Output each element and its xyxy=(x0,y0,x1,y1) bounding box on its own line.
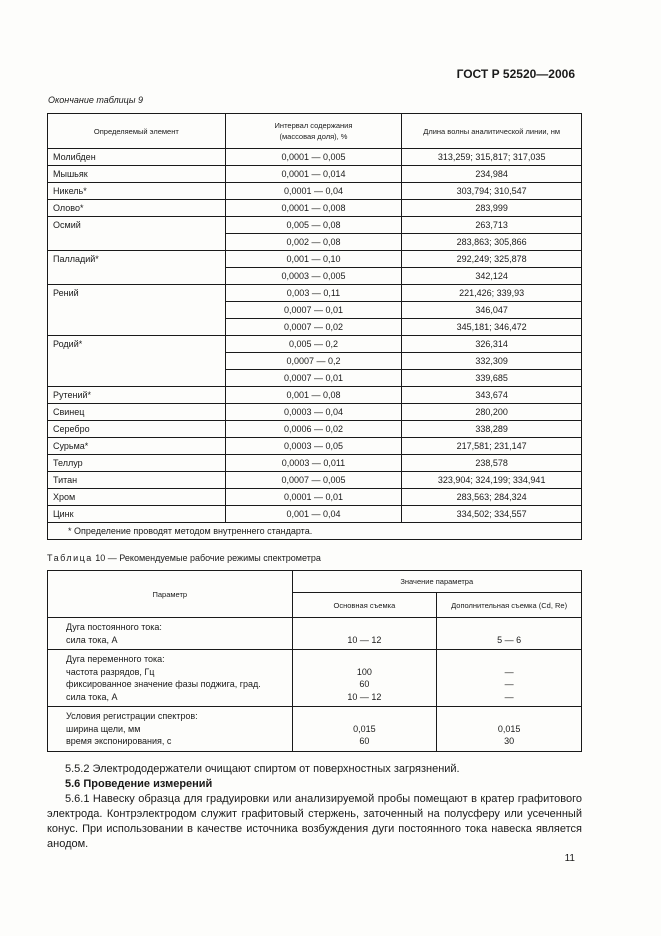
interval-cell: 0,005 — 0,2 xyxy=(225,336,402,353)
wavelength-cell: 217,581; 231,147 xyxy=(402,438,582,455)
wavelength-cell: 303,794; 310,547 xyxy=(402,183,582,200)
param-line: время экспонирования, с xyxy=(66,736,172,746)
wavelength-cell: 339,685 xyxy=(402,370,582,387)
main-value: 100 xyxy=(356,666,372,677)
extra-value: 5 — 6 xyxy=(497,634,522,645)
interval-cell: 0,0001 — 0,005 xyxy=(225,149,402,166)
interval-cell: 0,0007 — 0,2 xyxy=(225,353,402,370)
element-cell: Олово* xyxy=(48,200,226,217)
element-cell: Титан xyxy=(48,472,226,489)
interval-cell: 0,005 — 0,08 xyxy=(225,217,402,234)
extra-value-cell xyxy=(437,707,582,752)
header-element: Определяемый элемент xyxy=(48,114,226,149)
document-code: ГОСТ Р 52520—2006 xyxy=(456,67,575,81)
extra-value-cell xyxy=(437,618,582,650)
main-value-cell xyxy=(292,707,437,752)
extra-value: — xyxy=(504,679,514,689)
interval-cell: 0,0007 — 0,01 xyxy=(225,370,402,387)
table-row xyxy=(48,455,582,472)
extra-value: — xyxy=(504,691,514,702)
element-cell: Свинец xyxy=(48,404,226,421)
table9 xyxy=(47,113,582,540)
table9-body xyxy=(48,149,582,540)
interval-cell: 0,001 — 0,04 xyxy=(225,506,402,523)
table-row xyxy=(48,285,582,302)
header-main: Основная съемка xyxy=(292,593,437,618)
footnote: * Определение проводят методом внутреннего стандарта. xyxy=(48,523,582,540)
interval-cell: 0,0001 — 0,04 xyxy=(225,183,402,200)
param-cell xyxy=(48,618,293,650)
param-line: частота разрядов, Гц xyxy=(66,666,155,677)
interval-cell: 0,0003 — 0,05 xyxy=(225,438,402,455)
wavelength-cell: 292,249; 325,878 xyxy=(402,251,582,268)
element-cell: Мышьяк xyxy=(48,166,226,183)
wavelength-cell: 263,713 xyxy=(402,217,582,234)
interval-cell: 0,0007 — 0,01 xyxy=(225,302,402,319)
extra-value xyxy=(437,653,581,666)
table-row xyxy=(48,707,582,752)
interval-cell: 0,0007 — 0,02 xyxy=(225,319,402,336)
header-interval-line2: (массовая доля), % xyxy=(279,132,348,141)
table-row xyxy=(48,472,582,489)
body-text xyxy=(47,762,582,852)
interval-cell: 0,0007 — 0,005 xyxy=(225,472,402,489)
element-cell: Цинк xyxy=(48,506,226,523)
wavelength-cell: 342,124 xyxy=(402,268,582,285)
wavelength-cell: 238,578 xyxy=(402,455,582,472)
extra-value: 30 xyxy=(504,736,515,746)
wavelength-cell: 332,309 xyxy=(402,353,582,370)
header-interval-line1: Интервал содержания xyxy=(274,121,353,130)
main-value: 60 xyxy=(359,736,370,746)
element-cell: Осмий xyxy=(48,217,226,251)
wavelength-cell: 283,863; 305,866 xyxy=(402,234,582,251)
extra-value: 0,015 xyxy=(497,723,521,734)
table-row xyxy=(48,506,582,523)
element-cell: Рений xyxy=(48,285,226,336)
header-interval xyxy=(225,114,402,149)
wavelength-cell: 221,426; 339,93 xyxy=(402,285,582,302)
element-cell: Никель* xyxy=(48,183,226,200)
footnote-row xyxy=(48,523,582,540)
param-line: ширина щели, мм xyxy=(66,723,141,734)
wavelength-cell: 283,563; 284,324 xyxy=(402,489,582,506)
page-number: 11 xyxy=(564,853,575,864)
wavelength-cell: 234,984 xyxy=(402,166,582,183)
wavelength-cell: 343,674 xyxy=(402,387,582,404)
section-heading-5-6: 5.6 Проведение измерений xyxy=(65,778,213,790)
extra-value-cell xyxy=(437,650,582,707)
interval-cell: 0,001 — 0,10 xyxy=(225,251,402,268)
table-row xyxy=(48,387,582,404)
header-wavelength: Длина волны аналитической линии, нм xyxy=(402,114,582,149)
interval-cell: 0,0001 — 0,01 xyxy=(225,489,402,506)
element-cell: Хром xyxy=(48,489,226,506)
main-value xyxy=(293,621,437,634)
interval-cell: 0,0003 — 0,005 xyxy=(225,268,402,285)
param-line: сила тока, А xyxy=(66,634,118,645)
interval-cell: 0,0001 — 0,008 xyxy=(225,200,402,217)
interval-cell: 0,002 — 0,08 xyxy=(225,234,402,251)
table-row xyxy=(48,200,582,217)
element-cell: Серебро xyxy=(48,421,226,438)
main-value-cell xyxy=(292,618,437,650)
wavelength-cell: 346,047 xyxy=(402,302,582,319)
wavelength-cell: 280,200 xyxy=(402,404,582,421)
extra-value xyxy=(437,621,581,634)
param-cell xyxy=(48,707,293,752)
element-cell: Рутений* xyxy=(48,387,226,404)
wavelength-cell: 283,999 xyxy=(402,200,582,217)
wavelength-cell: 338,289 xyxy=(402,421,582,438)
table-row xyxy=(48,149,582,166)
table10-caption-rest: 10 — Рекомендуемые рабочие режимы спектрометра xyxy=(92,553,321,563)
table-row xyxy=(48,650,582,707)
wavelength-cell: 326,314 xyxy=(402,336,582,353)
param-line: фиксированное значение фазы поджига, град. xyxy=(66,679,261,689)
table10-caption-word: Таблица xyxy=(47,553,93,563)
main-value: 0,015 xyxy=(353,723,376,734)
header-value: Значение параметра xyxy=(292,571,581,593)
table-row xyxy=(48,183,582,200)
table10-caption xyxy=(47,553,321,563)
interval-cell: 0,0001 — 0,014 xyxy=(225,166,402,183)
wavelength-cell: 313,259; 315,817; 317,035 xyxy=(402,149,582,166)
table-row xyxy=(48,421,582,438)
interval-cell: 0,0006 — 0,02 xyxy=(225,421,402,438)
header-param: Параметр xyxy=(48,571,293,618)
param-line: Дуга постоянного тока: xyxy=(66,622,162,632)
main-value xyxy=(293,653,437,666)
interval-cell: 0,001 — 0,08 xyxy=(225,387,402,404)
main-value: 60 xyxy=(359,679,370,689)
param-line: Условия регистрации спектров: xyxy=(66,711,198,721)
wavelength-cell: 345,181; 346,472 xyxy=(402,319,582,336)
table10-body xyxy=(48,618,582,752)
header-extra: Дополнительная съемка (Cd, Re) xyxy=(437,593,582,618)
extra-value: — xyxy=(504,666,514,677)
table-row xyxy=(48,251,582,268)
table-row xyxy=(48,489,582,506)
table-row xyxy=(48,336,582,353)
interval-cell: 0,0003 — 0,04 xyxy=(225,404,402,421)
table10 xyxy=(47,570,582,752)
element-cell: Родий* xyxy=(48,336,226,387)
wavelength-cell: 334,502; 334,557 xyxy=(402,506,582,523)
main-value: 10 — 12 xyxy=(347,691,382,702)
table-row xyxy=(48,217,582,234)
table-row xyxy=(48,438,582,455)
param-line: сила тока, А xyxy=(66,691,118,702)
element-cell: Сурьма* xyxy=(48,438,226,455)
interval-cell: 0,0003 — 0,011 xyxy=(225,455,402,472)
table-row xyxy=(48,618,582,650)
extra-value xyxy=(437,710,581,723)
interval-cell: 0,003 — 0,11 xyxy=(225,285,402,302)
paragraph-5-5-2: 5.5.2 Электрододержатели очищают спиртом от поверхностных загрязнений. xyxy=(65,763,460,775)
main-value xyxy=(293,710,437,723)
param-cell xyxy=(48,650,293,707)
param-line: Дуга переменного тока: xyxy=(66,654,165,664)
table9-caption: Окончание таблицы 9 xyxy=(48,95,143,105)
main-value: 10 — 12 xyxy=(347,634,382,645)
element-cell: Палладий* xyxy=(48,251,226,285)
element-cell: Теллур xyxy=(48,455,226,472)
table-row xyxy=(48,166,582,183)
wavelength-cell: 323,904; 324,199; 334,941 xyxy=(402,472,582,489)
element-cell: Молибден xyxy=(48,149,226,166)
paragraph-5-6-1: 5.6.1 Навеску образца для градуировки или анализируемой пробы помещают в кратер графитового электрода. Контрэлектродом служит графитовый стержень, заточенный на полусферу или усеченный конус. При использовании в качестве источника возбуждения дуги постоянного тока навеска является анодом. xyxy=(47,793,582,850)
table-row xyxy=(48,404,582,421)
main-value-cell xyxy=(292,650,437,707)
